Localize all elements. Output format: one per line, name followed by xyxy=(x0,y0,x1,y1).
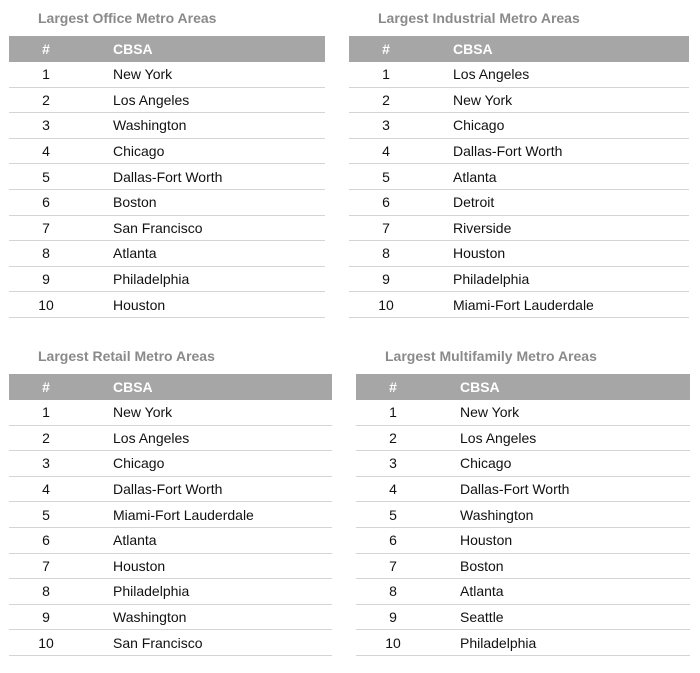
table-row xyxy=(356,630,690,656)
cbsa-column-header: CBSA xyxy=(113,379,153,395)
cbsa-cell: Atlanta xyxy=(453,168,497,185)
cbsa-cell: Washington xyxy=(113,609,187,626)
cbsa-cell: Philadelphia xyxy=(113,271,190,288)
table-row xyxy=(9,113,325,139)
cbsa-column-header: CBSA xyxy=(460,379,500,395)
cbsa-cell: Dallas-Fort Worth xyxy=(453,143,563,160)
cbsa-cell: Philadelphia xyxy=(460,634,537,651)
table-row xyxy=(349,241,689,267)
rank-cell: 1 xyxy=(389,404,397,421)
table-row xyxy=(356,400,690,426)
table-rows xyxy=(356,400,690,656)
cbsa-cell: Los Angeles xyxy=(113,91,190,108)
multifamily-panel xyxy=(356,348,690,660)
rank-cell: 8 xyxy=(389,583,397,600)
cbsa-cell: Chicago xyxy=(113,143,165,160)
cbsa-column-header: CBSA xyxy=(453,41,493,57)
multifamily-table xyxy=(356,374,690,656)
rank-column-header: # xyxy=(42,41,50,57)
cbsa-cell: Detroit xyxy=(453,194,495,211)
rank-cell: 4 xyxy=(42,481,50,498)
cbsa-cell: Houston xyxy=(460,532,513,549)
rank-cell: 2 xyxy=(389,429,397,446)
cbsa-cell: New York xyxy=(113,404,173,421)
table-row xyxy=(9,139,325,165)
table-row xyxy=(9,62,325,88)
table-row xyxy=(349,62,689,88)
rank-cell: 5 xyxy=(382,168,390,185)
cbsa-cell: Atlanta xyxy=(113,245,157,262)
rank-cell: 6 xyxy=(382,194,390,211)
table-row xyxy=(9,502,332,528)
table-row xyxy=(9,400,332,426)
cbsa-cell: New York xyxy=(460,404,520,421)
rank-cell: 3 xyxy=(382,117,390,134)
table-row xyxy=(349,88,689,114)
cbsa-cell: Washington xyxy=(113,117,187,134)
cbsa-cell: Philadelphia xyxy=(113,583,190,600)
rank-cell: 4 xyxy=(389,481,397,498)
industrial-panel-title: Largest Industrial Metro Areas xyxy=(378,10,580,26)
rank-cell: 10 xyxy=(38,634,54,651)
table-row xyxy=(349,164,689,190)
table-row xyxy=(9,164,325,190)
cbsa-cell: Dallas-Fort Worth xyxy=(460,481,570,498)
cbsa-cell: New York xyxy=(453,91,513,108)
rank-cell: 10 xyxy=(38,296,54,313)
cbsa-cell: Atlanta xyxy=(460,583,504,600)
rank-cell: 3 xyxy=(42,455,50,472)
table-rows xyxy=(9,400,332,656)
retail-panel xyxy=(9,348,332,660)
rank-cell: 9 xyxy=(382,271,390,288)
rank-cell: 2 xyxy=(382,91,390,108)
rank-cell: 8 xyxy=(42,245,50,262)
rank-cell: 5 xyxy=(42,168,50,185)
table-row xyxy=(356,579,690,605)
table-row xyxy=(349,139,689,165)
cbsa-cell: Miami-Fort Lauderdale xyxy=(453,296,594,313)
table-header xyxy=(9,36,325,62)
table-row xyxy=(356,554,690,580)
table-row xyxy=(356,528,690,554)
rank-column-header: # xyxy=(389,379,397,395)
office-panel-title: Largest Office Metro Areas xyxy=(38,10,217,26)
table-row xyxy=(349,267,689,293)
rank-cell: 9 xyxy=(42,271,50,288)
rank-cell: 6 xyxy=(42,194,50,211)
table-row xyxy=(9,216,325,242)
table-rows xyxy=(9,62,325,318)
cbsa-cell: San Francisco xyxy=(113,219,203,236)
rank-cell: 9 xyxy=(42,609,50,626)
rank-cell: 4 xyxy=(382,143,390,160)
table-rows xyxy=(349,62,689,318)
cbsa-cell: Houston xyxy=(113,557,166,574)
cbsa-cell: Chicago xyxy=(453,117,505,134)
rank-cell: 3 xyxy=(389,455,397,472)
cbsa-cell: Riverside xyxy=(453,219,512,236)
cbsa-cell: Los Angeles xyxy=(453,66,530,83)
rank-cell: 7 xyxy=(382,219,390,236)
cbsa-cell: Houston xyxy=(453,245,506,262)
cbsa-cell: Boston xyxy=(460,557,504,574)
table-row xyxy=(356,605,690,631)
cbsa-cell: Los Angeles xyxy=(113,429,190,446)
multifamily-panel-title: Largest Multifamily Metro Areas xyxy=(385,348,597,364)
table-row xyxy=(9,528,332,554)
office-table xyxy=(9,36,325,318)
table-row xyxy=(9,190,325,216)
rank-cell: 10 xyxy=(385,634,401,651)
table-row xyxy=(356,477,690,503)
cbsa-cell: Atlanta xyxy=(113,532,157,549)
table-row xyxy=(356,451,690,477)
cbsa-cell: Miami-Fort Lauderdale xyxy=(113,506,254,523)
rank-cell: 5 xyxy=(42,506,50,523)
cbsa-column-header: CBSA xyxy=(113,41,153,57)
cbsa-cell: Chicago xyxy=(460,455,512,472)
rank-cell: 8 xyxy=(42,583,50,600)
cbsa-cell: Boston xyxy=(113,194,157,211)
rank-cell: 6 xyxy=(42,532,50,549)
table-row xyxy=(9,605,332,631)
table-row xyxy=(9,241,325,267)
table-row xyxy=(9,554,332,580)
cbsa-cell: Washington xyxy=(460,506,534,523)
table-row xyxy=(9,426,332,452)
rank-cell: 10 xyxy=(378,296,394,313)
table-row xyxy=(9,451,332,477)
cbsa-cell: Dallas-Fort Worth xyxy=(113,481,223,498)
table-row xyxy=(356,502,690,528)
table-header xyxy=(9,374,332,400)
rank-cell: 2 xyxy=(42,429,50,446)
rank-column-header: # xyxy=(382,41,390,57)
rank-cell: 9 xyxy=(389,609,397,626)
table-row xyxy=(9,292,325,318)
rank-cell: 1 xyxy=(42,66,50,83)
rank-cell: 4 xyxy=(42,143,50,160)
retail-table xyxy=(9,374,332,656)
retail-panel-title: Largest Retail Metro Areas xyxy=(38,348,215,364)
rank-cell: 7 xyxy=(42,557,50,574)
office-panel xyxy=(9,10,325,322)
table-header xyxy=(356,374,690,400)
table-row xyxy=(349,113,689,139)
cbsa-cell: Los Angeles xyxy=(460,429,537,446)
rank-cell: 8 xyxy=(382,245,390,262)
rank-cell: 7 xyxy=(389,557,397,574)
rank-column-header: # xyxy=(42,379,50,395)
rank-cell: 2 xyxy=(42,91,50,108)
cbsa-cell: San Francisco xyxy=(113,634,203,651)
table-row xyxy=(9,630,332,656)
rank-cell: 7 xyxy=(42,219,50,236)
table-row xyxy=(9,579,332,605)
cbsa-cell: Philadelphia xyxy=(453,271,530,288)
rank-cell: 6 xyxy=(389,532,397,549)
table-row xyxy=(356,426,690,452)
rank-cell: 1 xyxy=(42,404,50,421)
cbsa-cell: New York xyxy=(113,66,173,83)
table-row xyxy=(9,267,325,293)
cbsa-cell: Chicago xyxy=(113,455,165,472)
industrial-table xyxy=(349,36,689,318)
cbsa-cell: Houston xyxy=(113,296,166,313)
industrial-panel xyxy=(349,10,689,322)
table-header xyxy=(349,36,689,62)
cbsa-cell: Dallas-Fort Worth xyxy=(113,168,223,185)
rank-cell: 5 xyxy=(389,506,397,523)
table-row xyxy=(349,190,689,216)
table-row xyxy=(349,216,689,242)
table-row xyxy=(349,292,689,318)
table-row xyxy=(9,477,332,503)
rank-cell: 1 xyxy=(382,66,390,83)
cbsa-cell: Seattle xyxy=(460,609,504,626)
table-row xyxy=(9,88,325,114)
rank-cell: 3 xyxy=(42,117,50,134)
